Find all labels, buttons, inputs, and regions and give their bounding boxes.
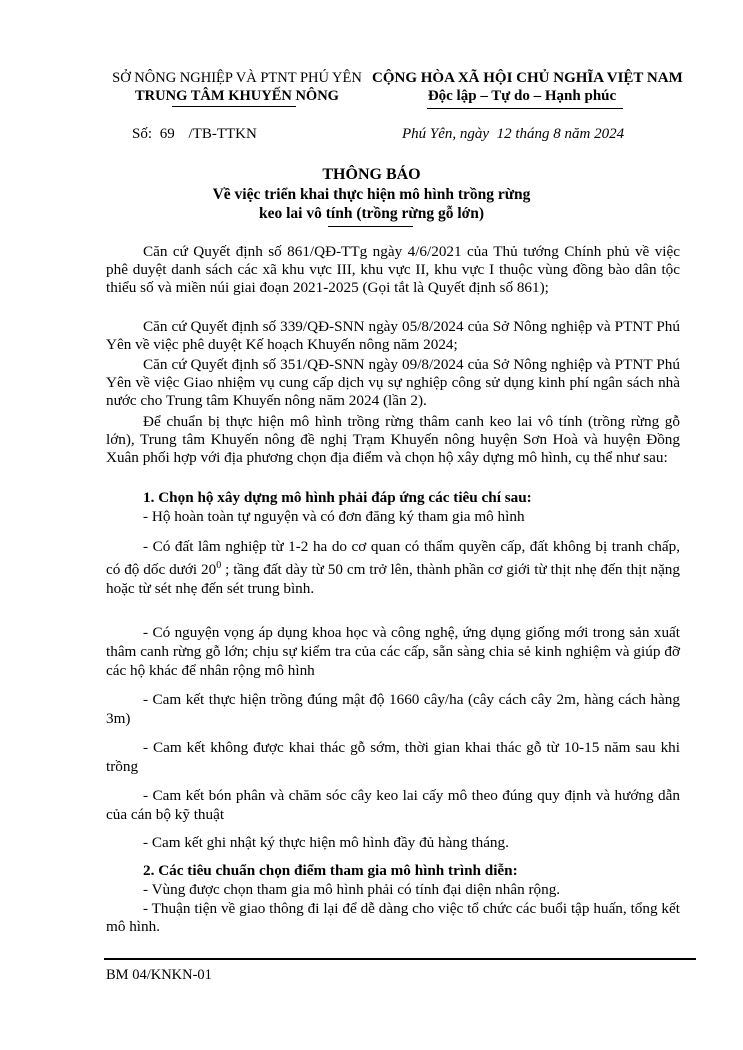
degree-superscript: 0 (216, 560, 222, 571)
section-heading-2: 2. Các tiêu chuẩn chọn điểm tham gia mô hình trình diễn: (143, 862, 518, 879)
site-standard-2: - Thuận tiện về giao thông đi lại để dễ dàng cho việc tổ chức các buổi tập huấn, tổng kết mô hình. (106, 900, 680, 935)
basis-paragraph-1: Căn cứ Quyết định số 861/QĐ-TTg ngày 4/6/2021 của Thủ tướng Chính phủ về việc phê duyệt danh sách các xã khu vực III, khu vực II, khu vực I thuộc vùng đồng bào dân tộc thiểu số và miền núi giai đoạn 2021-2025 (Gọi tắt là Quyết định số 861); (106, 243, 680, 296)
criterion-3: - Có nguyện vọng áp dụng khoa học và công nghệ, ứng dụng giống mới trong sản xuất thâm canh rừng gỗ lớn; chịu sự kiểm tra của các cấp, sẵn sàng chia sẻ kinh nghiệm và giúp đỡ các hộ khác để nhân rộng mô hình (106, 624, 680, 679)
document-title: THÔNG BÁO (322, 166, 421, 183)
number-value: 69 (159, 126, 175, 142)
basis-paragraph-2: Căn cứ Quyết định số 339/QĐ-SNN ngày 05/8/2024 của Sở Nông nghiệp và PTNT Phú Yên về việc phê duyệt Kế hoạch Khuyến nông năm 2024; (106, 318, 680, 353)
criterion-6: - Cam kết bón phân và chăm sóc cây keo lai cấy mô theo đúng quy định và hướng dẫn của cán bộ kỹ thuật (106, 787, 680, 823)
footer-rule (104, 958, 696, 960)
title-underline (328, 226, 413, 227)
form-code: BM 04/KNKN-01 (106, 967, 212, 983)
criterion-5: - Cam kết không được khai thác gỗ sớm, thời gian khai thác gỗ từ 10-15 năm sau khi trồng (106, 739, 680, 775)
criterion-4: - Cam kết thực hiện trồng đúng mật độ 1660 cây/ha (cây cách cây 2m, hàng cách hàng 3m) (106, 691, 680, 727)
number-prefix: Số: (132, 126, 153, 142)
center-name: TRUNG TÂM KHUYẾN NÔNG (135, 88, 339, 104)
criterion-2-part-b: ; tầng đất dày từ 50 cm trở lên, thành phần cơ giới từ thịt nhẹ đến thịt nặng hoặc từ sét nhẹ đến sét trung bình. (106, 561, 680, 598)
agency-name: SỞ NÔNG NGHIỆP VÀ PTNT PHÚ YÊN (112, 70, 362, 86)
basis-paragraph-3: Căn cứ Quyết định số 351/QĐ-SNN ngày 09/8/2024 của Sở Nông nghiệp và PTNT Phú Yên về việc Giao nhiệm vụ cung cấp dịch vụ sự nghiệp công sử dụng kinh phí ngân sách nhà nước cho Trung tâm Khuyến nông năm 2024 (lần 2). (106, 356, 680, 409)
intro-paragraph: Để chuẩn bị thực hiện mô hình trồng rừng thâm canh keo lai vô tính (trồng rừng gỗ lớn), Trung tâm Khuyến nông đề nghị Trạm Khuyến nông huyện Sơn Hoà và huyện Đồng Xuân phối hợp với địa phương chọn địa điểm và chọn hộ xây dựng mô hình, cụ thể như sau: (106, 413, 680, 466)
left-header-underline (172, 106, 296, 107)
national-title: CỘNG HÒA XÃ HỘI CHỦ NGHĨA VIỆT NAM (372, 70, 683, 86)
document-subject-line1: Về việc triển khai thực hiện mô hình trồng rừng (212, 186, 531, 203)
document-number (132, 126, 257, 143)
criterion-2 (106, 537, 680, 598)
site-standard-1: - Vùng được chọn tham gia mô hình phải có tính đại diện nhân rộng. (143, 881, 561, 898)
criterion-7: - Cam kết ghi nhật ký thực hiện mô hình đầy đủ hàng tháng. (143, 834, 509, 851)
criterion-2-part-a: - Có đất lâm nghiệp từ 1-2 ha do cơ quan có thẩm quyền cấp, đất không bị tranh chấp, có độ dốc dưới 20 (106, 538, 680, 579)
national-motto: Độc lập – Tự do – Hạnh phúc (427, 88, 617, 104)
document-subject-line2: keo lai vô tính (trồng rừng gỗ lớn) (259, 205, 484, 222)
right-header-underline (427, 108, 623, 109)
number-suffix: /TB-TTKN (188, 126, 257, 142)
criterion-1: - Hộ hoàn toàn tự nguyện và có đơn đăng ký tham gia mô hình (143, 508, 525, 525)
section-heading-1: 1. Chọn hộ xây dựng mô hình phải đáp ứng các tiêu chí sau: (143, 489, 532, 506)
place-date: Phú Yên, ngày 12 tháng 8 năm 2024 (402, 126, 625, 142)
